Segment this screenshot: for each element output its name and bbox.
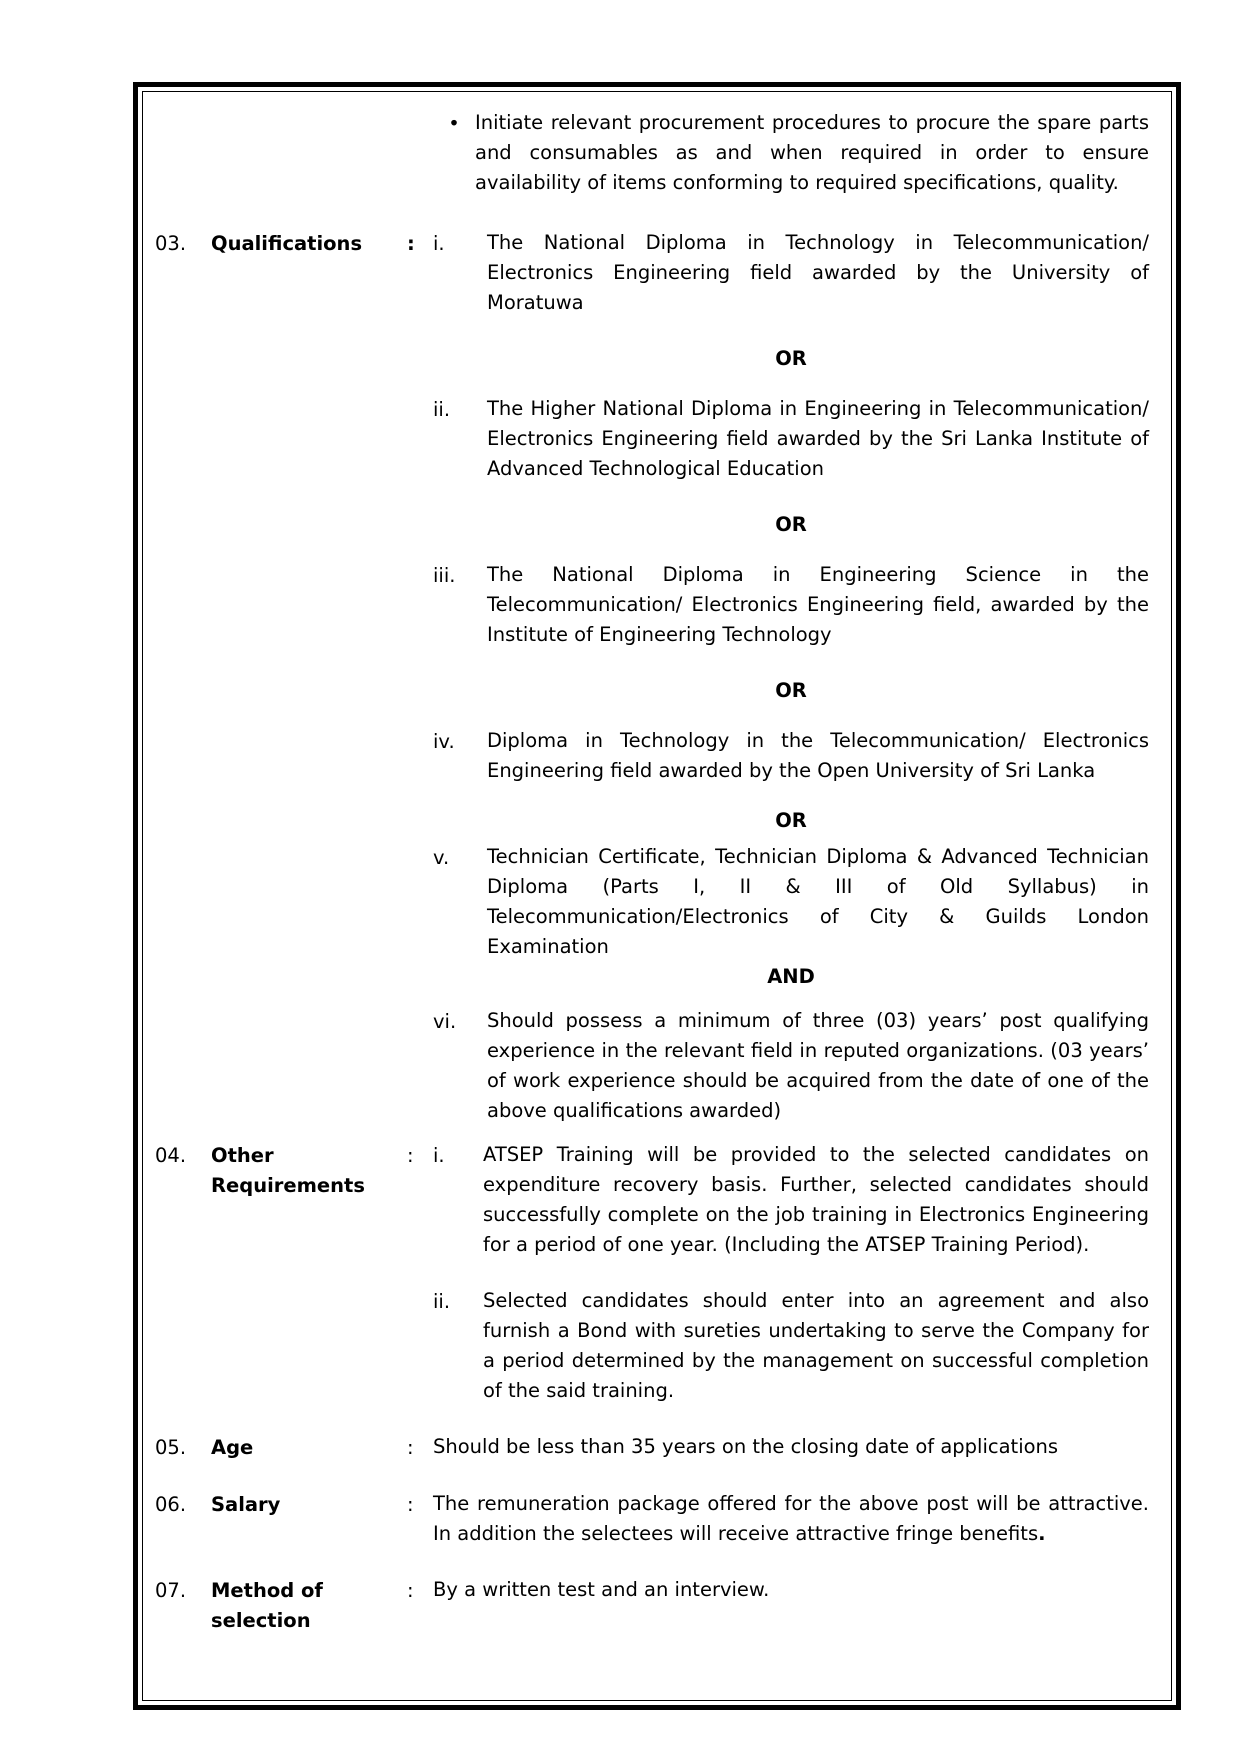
item-paragraph-i: The National Diploma in Technology in Telecommunication/ Electronics Engineering field awarded by the University of Moratuwa [487, 231, 1149, 314]
requirement-paragraph-ii: Selected candidates should enter into an agreement and also furnish a Bond with sureties undertaking to serve the Company for a period determined by the management on successful completion of the said training. [483, 1289, 1149, 1402]
section-other-requirements [155, 1140, 1149, 1406]
item-paragraph-ii: The Higher National Diploma in Engineering in Telecommunication/ Electronics Engineering field awarded by the Sri Lanka Institute of Advanced Technological Education [487, 397, 1149, 480]
continuation-bullet-row [155, 108, 1149, 198]
spacer-label-col [211, 108, 407, 109]
section-label-qualifications: Qualifications [211, 232, 363, 255]
section-salary [155, 1489, 1149, 1549]
requirement-text-wrap-i [483, 1140, 1149, 1260]
conjunction-and: AND [767, 965, 815, 988]
item-text-wrap-iii [487, 560, 1149, 650]
section-number-06: 06. [155, 1493, 187, 1516]
item-marker-iii: iii. [433, 564, 456, 587]
section-number-05: 05. [155, 1436, 187, 1459]
gap-before-section-04 [155, 1126, 1149, 1140]
gap-req-i-ii [433, 1260, 1149, 1286]
section-body-salary [433, 1489, 1149, 1549]
item-marker-ii: ii. [433, 398, 451, 421]
requirement-item-ii [433, 1286, 1149, 1406]
section-colon-07: : [407, 1579, 414, 1602]
requirement-marker-i: i. [433, 1144, 445, 1167]
qualification-item-i [433, 228, 1149, 318]
conjunction-or-4: OR [775, 809, 807, 832]
item-marker-i: i. [433, 232, 445, 255]
item-paragraph-iii: The National Diploma in Engineering Science in the Telecommunication/ Electronics Engineering field, awarded by the Institute of Engineering Technology [487, 563, 1149, 646]
section-colon-05: : [407, 1436, 414, 1459]
continuation-bullet-body [433, 108, 1149, 198]
qualification-item-v [433, 842, 1149, 962]
bullet-text-wrap [475, 108, 1149, 198]
spacer-number-col [155, 108, 211, 109]
section-age [155, 1432, 1149, 1463]
bullet-paragraph: Initiate relevant procurement procedures to procure the spare parts and consumables as and when required in order to ensure availability of items conforming to required specifications, quality. [475, 111, 1149, 194]
salary-paragraph [433, 1489, 1149, 1549]
page-border-frame [133, 82, 1181, 1710]
qualification-item-iv [433, 726, 1149, 786]
method-label-line-2: selection [211, 1609, 311, 1632]
section-body-other-requirements [433, 1140, 1149, 1406]
gap-or-iv [433, 706, 1149, 726]
gap-before-section-06 [155, 1463, 1149, 1489]
section-label-method-of-selection [211, 1575, 407, 1636]
gap-iii-or [433, 650, 1149, 676]
section-qualifications [155, 228, 1149, 1126]
page-content [143, 92, 1171, 1700]
item-text-wrap-i [487, 228, 1149, 318]
gap-i-or [433, 318, 1149, 344]
section-label-line-1: Other [211, 1144, 274, 1167]
section-colon-03: : [407, 232, 415, 255]
requirement-marker-ii: ii. [433, 1290, 451, 1313]
item-text-wrap-ii [487, 394, 1149, 484]
conjunction-or-3: OR [775, 679, 807, 702]
item-text-wrap-iv [487, 726, 1149, 786]
requirement-item-i [433, 1140, 1149, 1260]
gap-or-ii [433, 374, 1149, 394]
age-paragraph: Should be less than 35 years on the closing date of applications [433, 1435, 1059, 1458]
salary-text: The remuneration package offered for the above post will be attractive. In addition the selectees will receive attractive fringe benefits [433, 1492, 1149, 1545]
item-paragraph-vi: Should possess a minimum of three (03) years’ post qualifying experience in the relevant field in reputed organizations. (03 years’ of work experience should be acquired from the date of one of the above qualifications awarded) [487, 1009, 1149, 1122]
gap-before-section-05 [155, 1406, 1149, 1432]
item-marker-iv: iv. [433, 730, 455, 753]
salary-period: . [1038, 1522, 1046, 1545]
requirement-text-wrap-ii [483, 1286, 1149, 1406]
gap-iv-or [433, 786, 1149, 806]
section-label-salary: Salary [211, 1493, 281, 1516]
item-paragraph-v: Technician Certificate, Technician Diploma & Advanced Technician Diploma (Parts I, II & III of Old Syllabus) in Telecommunication/Electronics of City & Guilds London Examination [487, 845, 1149, 958]
section-body-method-of-selection [433, 1575, 1149, 1605]
method-paragraph: By a written test and an interview. [433, 1578, 770, 1601]
item-text-wrap-v [487, 842, 1149, 962]
gap-before-section-07 [155, 1549, 1149, 1575]
section-body-qualifications [433, 228, 1149, 1126]
qualification-item-vi [433, 1006, 1149, 1126]
gap-ii-or [433, 484, 1149, 510]
section-number-04: 04. [155, 1144, 187, 1167]
section-number-07: 07. [155, 1579, 187, 1602]
item-marker-v: v. [433, 846, 450, 869]
gap-and-vi [433, 992, 1149, 1006]
method-label-line-1: Method of [211, 1579, 323, 1602]
section-colon-06: : [407, 1493, 414, 1516]
section-label-age: Age [211, 1436, 254, 1459]
requirement-paragraph-i: ATSEP Training will be provided to the selected candidates on expenditure recovery basis. Further, selected candidates should successfully complete on the job training in Electronics Engineering for a period of one year. (Including the ATSEP Training Period). [483, 1143, 1149, 1256]
gap-or-iii [433, 540, 1149, 560]
item-text-wrap-vi [487, 1006, 1149, 1126]
qualification-item-iii [433, 560, 1149, 650]
section-label-other-requirements [211, 1140, 407, 1201]
conjunction-or-1: OR [775, 347, 807, 370]
section-method-of-selection [155, 1575, 1149, 1636]
gap-after-bullet [155, 198, 1149, 228]
section-colon-04: : [407, 1144, 414, 1167]
spacer-colon-col [407, 108, 433, 109]
section-body-age [433, 1432, 1149, 1462]
item-paragraph-iv: Diploma in Technology in the Telecommunication/ Electronics Engineering field awarded by the Open University of Sri Lanka [487, 729, 1149, 782]
bullet-marker-icon: • [448, 112, 460, 135]
section-label-line-2: Requirements [211, 1174, 365, 1197]
page-border-inner [142, 91, 1172, 1701]
section-number-03: 03. [155, 232, 187, 255]
bullet-item [433, 108, 1149, 198]
qualification-item-ii [433, 394, 1149, 484]
item-marker-vi: vi. [433, 1010, 457, 1033]
conjunction-or-2: OR [775, 513, 807, 536]
